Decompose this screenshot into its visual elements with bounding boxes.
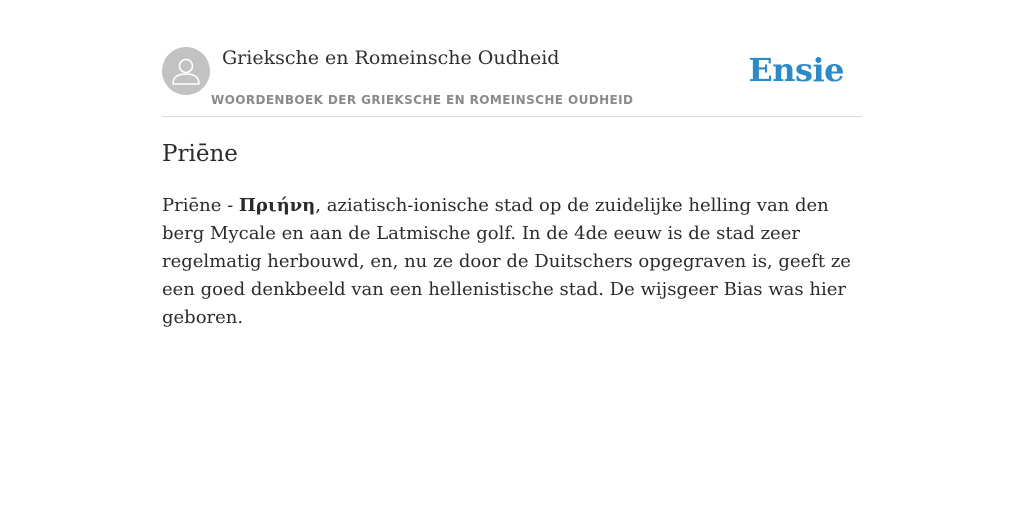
entry-title: Priēne: [162, 141, 238, 167]
user-silhouette-icon: [162, 47, 210, 95]
entry-headword: Priēne: [162, 195, 222, 216]
source-subtitle: WOORDENBOEK DER GRIEKSCHE EN ROMEINSCHE OUDHEID: [211, 93, 634, 107]
ensie-logo-link[interactable]: Ensie: [748, 51, 844, 89]
source-title-link[interactable]: Grieksche en Romeinsche Oudheid: [222, 47, 560, 69]
greek-term: Πριήνη: [238, 195, 316, 216]
entry-definition: [162, 192, 862, 332]
page-header: [162, 42, 862, 117]
definition-text: , aziatisch-ionische stad op de zuidelijke helling van den berg Mycale en aan de Latmische golf. In de 4de eeuw is de stad zeer regelmatig herbouwd, en, nu ze door de Duitschers opgegraven is, geeft ze een goed denkbeeld van een hellenistische stad. De wijsgeer Bias was hier geboren.: [162, 195, 851, 328]
entry-separator: -: [221, 195, 239, 216]
avatar[interactable]: [162, 47, 210, 95]
